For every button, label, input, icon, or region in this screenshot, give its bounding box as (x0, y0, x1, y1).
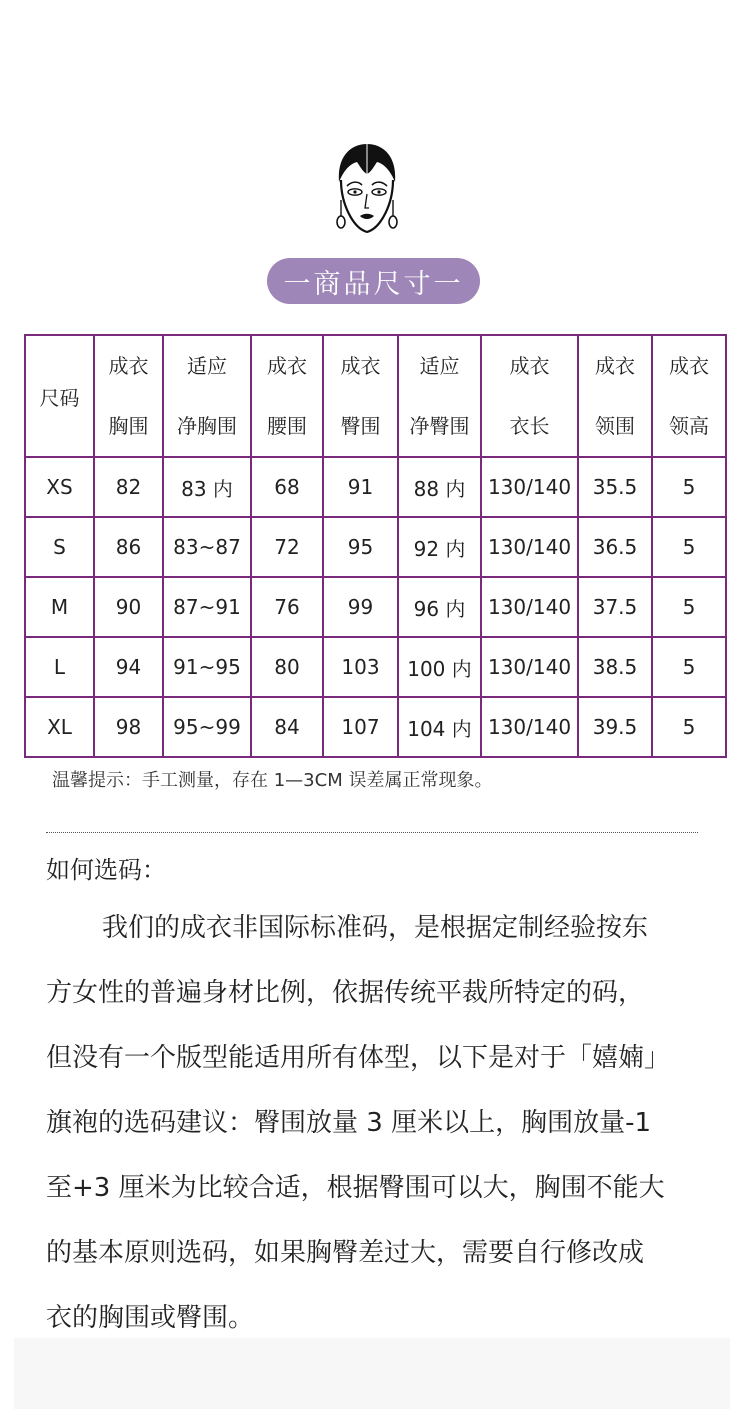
table-cell: 107 (323, 697, 398, 757)
paragraph-line: 但没有一个版型能适用所有体型，以下是对于「嬉婻」 (46, 1043, 671, 1073)
woman-face-logo-icon (327, 138, 407, 238)
table-cell: 68 (251, 457, 323, 517)
table-cell: 5 (652, 637, 726, 697)
bottom-band (14, 1338, 730, 1409)
table-cell: 99 (323, 577, 398, 637)
section-title-badge: 一商品尺寸一 (267, 258, 480, 304)
header-hip: 成衣 臀围 (323, 335, 398, 457)
table-row (25, 697, 726, 757)
header-fit-bust: 适应 净胸围 (163, 335, 251, 457)
header-waist: 成衣 腰围 (251, 335, 323, 457)
paragraph-line: 方女性的普遍身材比例，依据传统平裁所特定的码， (46, 978, 645, 1008)
table-cell: 36.5 (578, 517, 652, 577)
table-cell: 130/140 (481, 637, 578, 697)
table-cell: 86 (94, 517, 163, 577)
table-cell: M (25, 577, 94, 637)
table-row (25, 517, 726, 577)
table-cell: 5 (652, 577, 726, 637)
table-row (25, 637, 726, 697)
table-cell: 84 (251, 697, 323, 757)
table-cell: 103 (323, 637, 398, 697)
header-collar: 成衣 领围 (578, 335, 652, 457)
table-cell: 38.5 (578, 637, 652, 697)
header-size: 尺码 (25, 335, 94, 457)
table-cell: 72 (251, 517, 323, 577)
paragraph-line: 旗袍的选码建议：臀围放量 3 厘米以上，胸围放量-1 (46, 1108, 651, 1138)
size-guide-paragraph (46, 896, 706, 1351)
table-cell: 130/140 (481, 517, 578, 577)
table-cell: 95~99 (163, 697, 251, 757)
table-cell: 76 (251, 577, 323, 637)
table-cell: 80 (251, 637, 323, 697)
table-cell: XS (25, 457, 94, 517)
table-row (25, 577, 726, 637)
table-cell: 130/140 (481, 577, 578, 637)
table-cell: 100 内 (398, 637, 481, 697)
table-cell: L (25, 637, 94, 697)
dotted-divider (46, 832, 698, 833)
table-cell: S (25, 517, 94, 577)
table-cell: 130/140 (481, 457, 578, 517)
paragraph-line: 的基本原则选码，如果胸臀差过大，需要自行修改成 (46, 1238, 645, 1268)
table-cell: 5 (652, 697, 726, 757)
table-cell: 92 内 (398, 517, 481, 577)
table-cell: 83~87 (163, 517, 251, 577)
table-cell: 95 (323, 517, 398, 577)
table-cell: 87~91 (163, 577, 251, 637)
header-bust: 成衣 胸围 (94, 335, 163, 457)
paragraph-line: 我们的成衣非国际标准码，是根据定制经验按东 (102, 913, 649, 943)
paragraph-line: 衣的胸围或臀围。 (46, 1303, 255, 1333)
table-cell: 96 内 (398, 577, 481, 637)
table-cell: 104 内 (398, 697, 481, 757)
table-cell: 94 (94, 637, 163, 697)
table-cell: 35.5 (578, 457, 652, 517)
header-collar-height: 成衣 领高 (652, 335, 726, 457)
table-cell: 98 (94, 697, 163, 757)
table-cell: 37.5 (578, 577, 652, 637)
measurement-note: 温馨提示：手工测量，存在 1—3CM 误差属正常现象。 (52, 770, 493, 791)
table-cell: 130/140 (481, 697, 578, 757)
header-fit-hip: 适应 净臀围 (398, 335, 481, 457)
table-cell: 82 (94, 457, 163, 517)
header-length: 成衣 衣长 (481, 335, 578, 457)
table-cell: XL (25, 697, 94, 757)
table-cell: 90 (94, 577, 163, 637)
table-cell: 91 (323, 457, 398, 517)
size-chart-table (24, 334, 727, 758)
table-row (25, 457, 726, 517)
table-cell: 39.5 (578, 697, 652, 757)
table-cell: 5 (652, 517, 726, 577)
table-cell: 83 内 (163, 457, 251, 517)
table-header-row (25, 335, 726, 457)
paragraph-line: 至+3 厘米为比较合适，根据臀围可以大，胸围不能大 (46, 1173, 665, 1203)
table-cell: 88 内 (398, 457, 481, 517)
size-guide-heading: 如何选码： (46, 856, 166, 884)
table-cell: 91~95 (163, 637, 251, 697)
table-cell: 5 (652, 457, 726, 517)
